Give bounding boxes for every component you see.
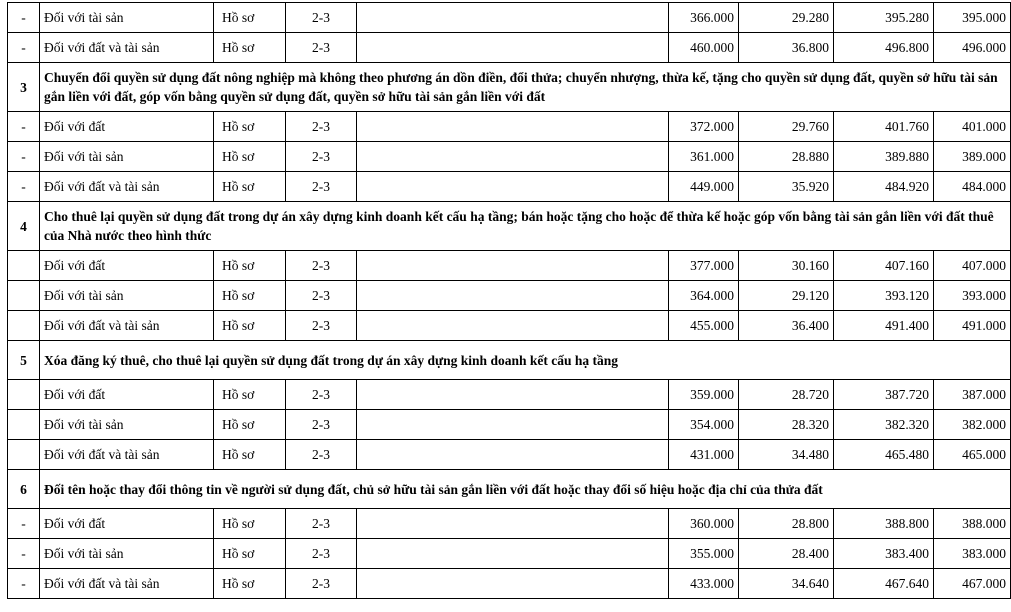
table-row bbox=[8, 3, 1011, 33]
item-unit: Hồ sơ bbox=[214, 569, 286, 599]
item-base-fee: 361.000 bbox=[669, 142, 739, 172]
section-title: Chuyển đổi quyền sử dụng đất nông nghiệp mà không theo phương án dồn điền, đổi thửa; chuyển nhượng, thừa kế, tặng cho quyền sử dụng đất, quyền sở hữu tài sản gắn liền với đất, góp vốn bằng quyền sử dụng đất, quyền sở hữu tài sản gắn liền với đất bbox=[40, 63, 1011, 112]
item-name: Đối với tài sản bbox=[40, 142, 214, 172]
row-marker bbox=[8, 281, 40, 311]
item-name: Đối với đất và tài sản bbox=[40, 440, 214, 470]
section-number: 3 bbox=[8, 63, 40, 112]
item-rounded-fee: 387.000 bbox=[934, 380, 1011, 410]
item-processing-time: 2-3 bbox=[286, 172, 357, 202]
row-marker: - bbox=[8, 509, 40, 539]
item-name: Đối với đất và tài sản bbox=[40, 569, 214, 599]
item-empty-cell bbox=[357, 172, 669, 202]
item-vat: 30.160 bbox=[739, 251, 834, 281]
item-total: 491.400 bbox=[834, 311, 934, 341]
item-total: 393.120 bbox=[834, 281, 934, 311]
item-name: Đối với đất và tài sản bbox=[40, 33, 214, 63]
item-unit: Hồ sơ bbox=[214, 281, 286, 311]
item-processing-time: 2-3 bbox=[286, 251, 357, 281]
item-name: Đối với tài sản bbox=[40, 539, 214, 569]
table-row bbox=[8, 440, 1011, 470]
item-rounded-fee: 395.000 bbox=[934, 3, 1011, 33]
item-unit: Hồ sơ bbox=[214, 251, 286, 281]
row-marker bbox=[8, 380, 40, 410]
item-empty-cell bbox=[357, 311, 669, 341]
item-rounded-fee: 407.000 bbox=[934, 251, 1011, 281]
row-marker bbox=[8, 251, 40, 281]
item-rounded-fee: 388.000 bbox=[934, 509, 1011, 539]
item-processing-time: 2-3 bbox=[286, 569, 357, 599]
item-vat: 28.320 bbox=[739, 410, 834, 440]
item-unit: Hồ sơ bbox=[214, 142, 286, 172]
item-total: 387.720 bbox=[834, 380, 934, 410]
item-processing-time: 2-3 bbox=[286, 311, 357, 341]
item-processing-time: 2-3 bbox=[286, 380, 357, 410]
item-base-fee: 372.000 bbox=[669, 112, 739, 142]
section-row bbox=[8, 341, 1011, 380]
item-name: Đối với tài sản bbox=[40, 410, 214, 440]
table-row bbox=[8, 569, 1011, 599]
item-empty-cell bbox=[357, 142, 669, 172]
table-body bbox=[8, 3, 1011, 599]
item-unit: Hồ sơ bbox=[214, 380, 286, 410]
item-unit: Hồ sơ bbox=[214, 112, 286, 142]
item-base-fee: 364.000 bbox=[669, 281, 739, 311]
item-total: 407.160 bbox=[834, 251, 934, 281]
section-row bbox=[8, 63, 1011, 112]
section-number: 5 bbox=[8, 341, 40, 380]
item-total: 496.800 bbox=[834, 33, 934, 63]
item-rounded-fee: 401.000 bbox=[934, 112, 1011, 142]
item-rounded-fee: 393.000 bbox=[934, 281, 1011, 311]
item-vat: 28.800 bbox=[739, 509, 834, 539]
item-processing-time: 2-3 bbox=[286, 410, 357, 440]
item-vat: 29.760 bbox=[739, 112, 834, 142]
fee-table bbox=[7, 2, 1011, 599]
item-empty-cell bbox=[357, 380, 669, 410]
item-rounded-fee: 484.000 bbox=[934, 172, 1011, 202]
table-row bbox=[8, 142, 1011, 172]
item-unit: Hồ sơ bbox=[214, 3, 286, 33]
item-vat: 28.400 bbox=[739, 539, 834, 569]
row-marker: - bbox=[8, 142, 40, 172]
item-name: Đối với đất bbox=[40, 251, 214, 281]
item-base-fee: 355.000 bbox=[669, 539, 739, 569]
table-row bbox=[8, 509, 1011, 539]
item-total: 395.280 bbox=[834, 3, 934, 33]
item-total: 467.640 bbox=[834, 569, 934, 599]
item-empty-cell bbox=[357, 112, 669, 142]
item-empty-cell bbox=[357, 281, 669, 311]
item-vat: 29.120 bbox=[739, 281, 834, 311]
section-number: 4 bbox=[8, 202, 40, 251]
table-row bbox=[8, 311, 1011, 341]
item-unit: Hồ sơ bbox=[214, 440, 286, 470]
item-vat: 36.800 bbox=[739, 33, 834, 63]
item-vat: 36.400 bbox=[739, 311, 834, 341]
item-empty-cell bbox=[357, 3, 669, 33]
row-marker: - bbox=[8, 172, 40, 202]
item-unit: Hồ sơ bbox=[214, 509, 286, 539]
item-total: 388.800 bbox=[834, 509, 934, 539]
item-vat: 34.640 bbox=[739, 569, 834, 599]
item-vat: 28.880 bbox=[739, 142, 834, 172]
item-empty-cell bbox=[357, 569, 669, 599]
item-total: 465.480 bbox=[834, 440, 934, 470]
table-row bbox=[8, 172, 1011, 202]
item-vat: 28.720 bbox=[739, 380, 834, 410]
item-vat: 34.480 bbox=[739, 440, 834, 470]
section-row bbox=[8, 470, 1011, 509]
item-base-fee: 460.000 bbox=[669, 33, 739, 63]
item-vat: 35.920 bbox=[739, 172, 834, 202]
item-unit: Hồ sơ bbox=[214, 539, 286, 569]
item-empty-cell bbox=[357, 410, 669, 440]
row-marker: - bbox=[8, 3, 40, 33]
item-rounded-fee: 382.000 bbox=[934, 410, 1011, 440]
item-rounded-fee: 491.000 bbox=[934, 311, 1011, 341]
item-base-fee: 431.000 bbox=[669, 440, 739, 470]
item-name: Đối với đất bbox=[40, 380, 214, 410]
item-name: Đối với đất bbox=[40, 509, 214, 539]
item-processing-time: 2-3 bbox=[286, 539, 357, 569]
item-processing-time: 2-3 bbox=[286, 3, 357, 33]
item-unit: Hồ sơ bbox=[214, 172, 286, 202]
item-base-fee: 449.000 bbox=[669, 172, 739, 202]
item-vat: 29.280 bbox=[739, 3, 834, 33]
item-unit: Hồ sơ bbox=[214, 33, 286, 63]
item-processing-time: 2-3 bbox=[286, 281, 357, 311]
section-title: Xóa đăng ký thuê, cho thuê lại quyền sử dụng đất trong dự án xây dựng kinh doanh kết cấu hạ tầng bbox=[40, 341, 1011, 380]
item-processing-time: 2-3 bbox=[286, 509, 357, 539]
section-title: Đối tên hoặc thay đổi thông tin về người sử dụng đất, chủ sở hữu tài sản gắn liền với đất hoặc thay đổi số hiệu hoặc địa chỉ của thửa đất bbox=[40, 470, 1011, 509]
table-row bbox=[8, 33, 1011, 63]
section-number: 6 bbox=[8, 470, 40, 509]
item-base-fee: 360.000 bbox=[669, 509, 739, 539]
item-empty-cell bbox=[357, 440, 669, 470]
item-name: Đối với đất và tài sản bbox=[40, 172, 214, 202]
item-name: Đối với đất và tài sản bbox=[40, 311, 214, 341]
table-row bbox=[8, 539, 1011, 569]
item-name: Đối với tài sản bbox=[40, 3, 214, 33]
table-row bbox=[8, 380, 1011, 410]
item-base-fee: 377.000 bbox=[669, 251, 739, 281]
item-name: Đối với đất bbox=[40, 112, 214, 142]
item-base-fee: 354.000 bbox=[669, 410, 739, 440]
row-marker bbox=[8, 440, 40, 470]
item-total: 484.920 bbox=[834, 172, 934, 202]
item-empty-cell bbox=[357, 539, 669, 569]
table-row bbox=[8, 112, 1011, 142]
item-rounded-fee: 383.000 bbox=[934, 539, 1011, 569]
item-base-fee: 455.000 bbox=[669, 311, 739, 341]
row-marker bbox=[8, 410, 40, 440]
item-rounded-fee: 496.000 bbox=[934, 33, 1011, 63]
item-unit: Hồ sơ bbox=[214, 410, 286, 440]
item-total: 389.880 bbox=[834, 142, 934, 172]
item-name: Đối với tài sản bbox=[40, 281, 214, 311]
row-marker: - bbox=[8, 539, 40, 569]
item-unit: Hồ sơ bbox=[214, 311, 286, 341]
item-processing-time: 2-3 bbox=[286, 112, 357, 142]
table-row bbox=[8, 410, 1011, 440]
section-row bbox=[8, 202, 1011, 251]
row-marker bbox=[8, 311, 40, 341]
item-processing-time: 2-3 bbox=[286, 33, 357, 63]
item-rounded-fee: 389.000 bbox=[934, 142, 1011, 172]
item-rounded-fee: 465.000 bbox=[934, 440, 1011, 470]
item-total: 401.760 bbox=[834, 112, 934, 142]
row-marker: - bbox=[8, 33, 40, 63]
table-row bbox=[8, 281, 1011, 311]
item-processing-time: 2-3 bbox=[286, 142, 357, 172]
item-processing-time: 2-3 bbox=[286, 440, 357, 470]
item-total: 383.400 bbox=[834, 539, 934, 569]
row-marker: - bbox=[8, 112, 40, 142]
item-total: 382.320 bbox=[834, 410, 934, 440]
section-title: Cho thuê lại quyền sử dụng đất trong dự án xây dựng kinh doanh kết cấu hạ tầng; bán hoặc tặng cho hoặc để thừa kế hoặc góp vốn bằng tài sản gắn liền với đất thuê của Nhà nước theo hình thức bbox=[40, 202, 1011, 251]
item-base-fee: 359.000 bbox=[669, 380, 739, 410]
item-empty-cell bbox=[357, 509, 669, 539]
item-empty-cell bbox=[357, 33, 669, 63]
item-empty-cell bbox=[357, 251, 669, 281]
row-marker: - bbox=[8, 569, 40, 599]
item-base-fee: 433.000 bbox=[669, 569, 739, 599]
item-rounded-fee: 467.000 bbox=[934, 569, 1011, 599]
item-base-fee: 366.000 bbox=[669, 3, 739, 33]
table-row bbox=[8, 251, 1011, 281]
